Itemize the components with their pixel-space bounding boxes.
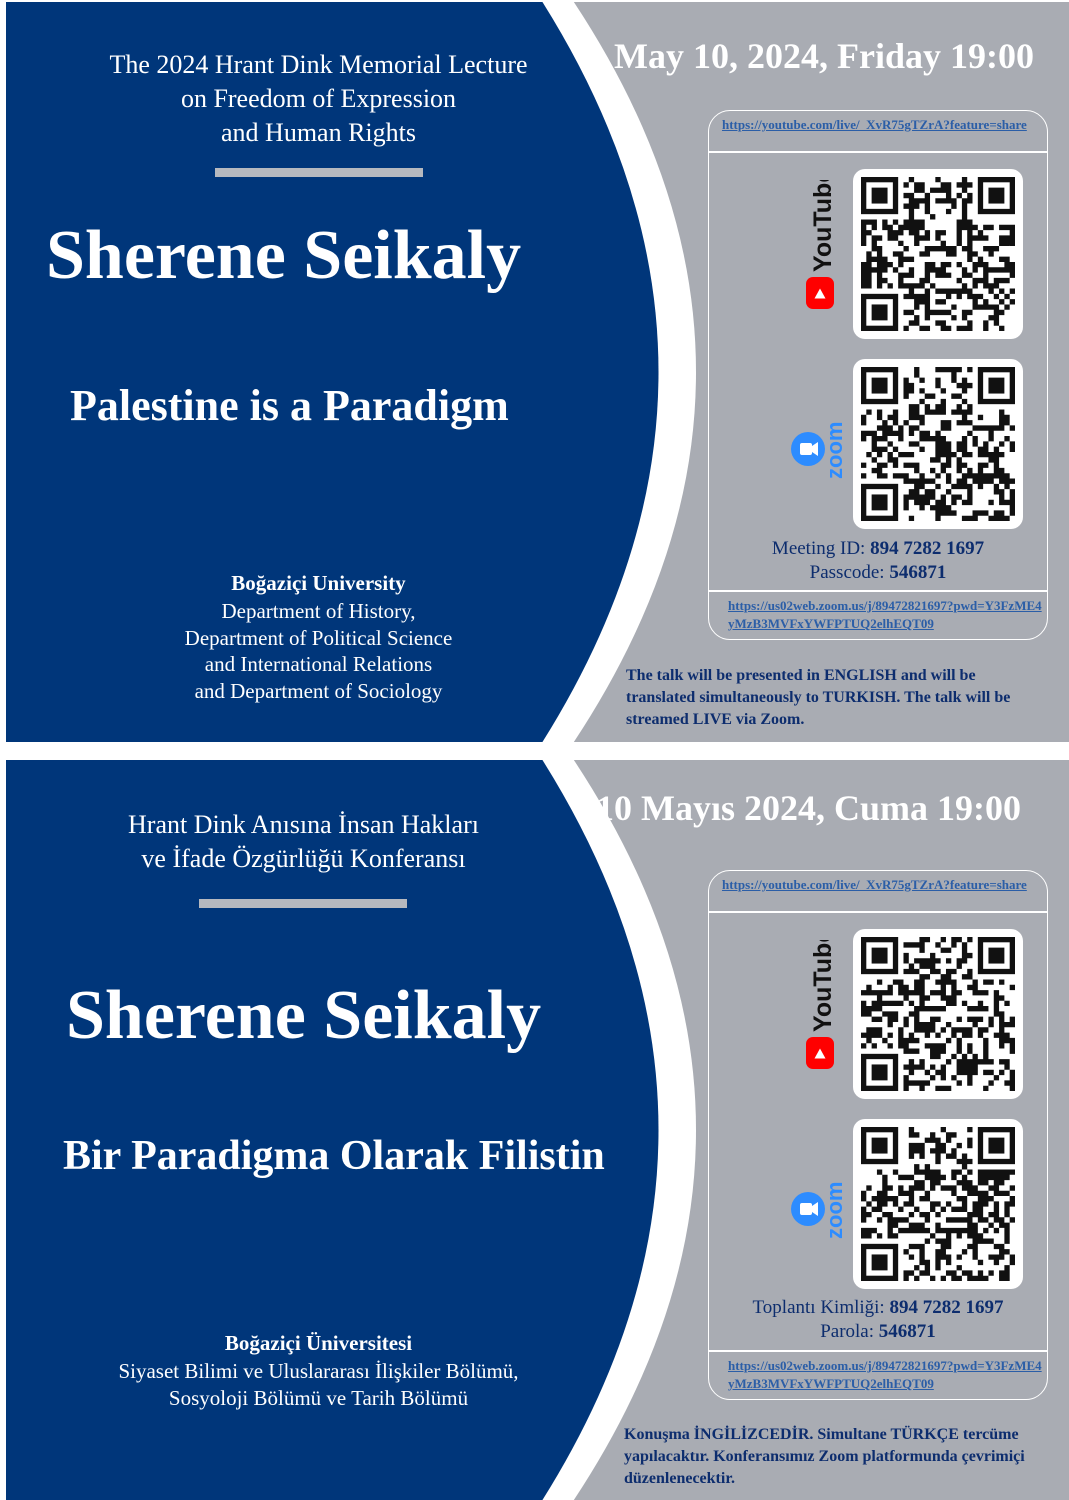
zoom-qr-code[interactable] [853,359,1023,529]
youtube-logo-icon [803,180,843,310]
svg-text:YouTube: YouTube [809,940,837,1032]
meeting-id-row [708,1296,1048,1320]
youtube-link[interactable]: https://youtube.com/live/_XvR75gTZrA?feature=share [722,877,1027,892]
qr-code-icon [861,937,1015,1091]
divider [215,168,423,177]
qr-code-icon [861,367,1015,521]
zoom-link[interactable]: https://us02web.zoom.us/j/89472821697?pwd=Y3FzME4yMzB3MVFxYWFPTUQ2elhEQT09 [728,598,1042,631]
passcode-label: Passcode: [809,562,885,583]
subtitle-line: Hrant Dink Anısına İnsan Hakları [128,810,479,839]
youtube-qr-code[interactable] [853,169,1023,339]
youtube-qr-code[interactable] [853,929,1023,1099]
language-note: Konuşma İNGİLİZCEDİR. Simultane TÜRKÇE tercüme yapılacaktır. Konferansımız Zoom platformunda çevrimiçi düzenlenecektir. [624,1426,1025,1487]
panel-divider [709,151,1047,153]
panel-divider [709,1350,1047,1352]
passcode-row [708,1320,1048,1344]
speaker-name: Sherene Seikaly [66,977,542,1054]
meeting-id-row [708,537,1048,561]
meeting-info [708,1296,1048,1344]
university-name: Boğaziçi University [231,571,406,595]
zoom-logo-icon [788,414,848,484]
subtitle-line: on Freedom of Expression [180,84,457,113]
subtitle-line: The 2024 Hrant Dink Memorial Lecture [109,50,528,79]
zoom-logo-icon [788,1174,848,1244]
qr-code-icon [861,1127,1015,1281]
department-line: and Department of Sociology [194,678,443,703]
svg-text:YouTube: YouTube [809,180,837,272]
svg-text:zoom: zoom [822,1181,847,1239]
speaker-name: Sherene Seikaly [46,217,522,294]
department-line: and International Relations [204,652,433,676]
svg-text:zoom: zoom [822,421,847,479]
lecture-subtitle [46,48,591,150]
youtube-logo-icon [803,940,843,1070]
panel-divider [709,590,1047,592]
poster-turkish [6,760,1069,1500]
language-note: The talk will be presented in ENGLISH and will be translated simultaneously to TURKISH. The talk will be streamed LIVE via Zoom. [626,667,1011,728]
poster-english [6,2,1069,742]
subtitle-line: and Human Rights [221,118,416,147]
zoom-qr-code[interactable] [853,1119,1023,1289]
qr-code-icon [861,177,1015,331]
talk-title: Bir Paradigma Olarak Filistin [63,1133,605,1179]
department-list [56,598,581,704]
meeting-id-label: Meeting ID: [771,538,866,559]
zoom-link[interactable]: https://us02web.zoom.us/j/89472821697?pwd=Y3FzME4yMzB3MVFxYWFPTUQ2elhEQT09 [728,1358,1042,1391]
event-date: May 10, 2024, Friday 19:00 [614,36,1034,76]
passcode-value: 546871 [889,562,947,583]
department-line: Department of Political Science [184,625,453,650]
department-line: Siyaset Bilimi ve Uluslararası İlişkiler Bölümü, [118,1359,519,1383]
subtitle-line: ve İfade Özgürlüğü Konferansı [141,844,466,873]
panel-divider [709,911,1047,913]
lecture-subtitle [46,808,561,876]
passcode-label: Parola: [820,1321,875,1342]
department-list [36,1358,601,1411]
department-line: Department of History, [221,599,416,623]
talk-title: Palestine is a Paradigm [70,381,509,430]
meeting-id-label: Toplantı Kimliği: [752,1297,885,1318]
passcode-row [708,561,1048,585]
divider [199,899,407,908]
meeting-info [708,537,1048,585]
meeting-id-value: 894 7282 1697 [889,1297,1004,1318]
university-name: Boğaziçi Üniversitesi [224,1331,413,1355]
meeting-id-value: 894 7282 1697 [870,538,985,559]
event-date: 10 Mayıs 2024, Cuma 19:00 [596,788,1021,828]
department-line: Sosyoloji Bölümü ve Tarih Bölümü [168,1385,469,1410]
passcode-value: 546871 [878,1321,936,1342]
youtube-link[interactable]: https://youtube.com/live/_XvR75gTZrA?feature=share [722,117,1027,132]
